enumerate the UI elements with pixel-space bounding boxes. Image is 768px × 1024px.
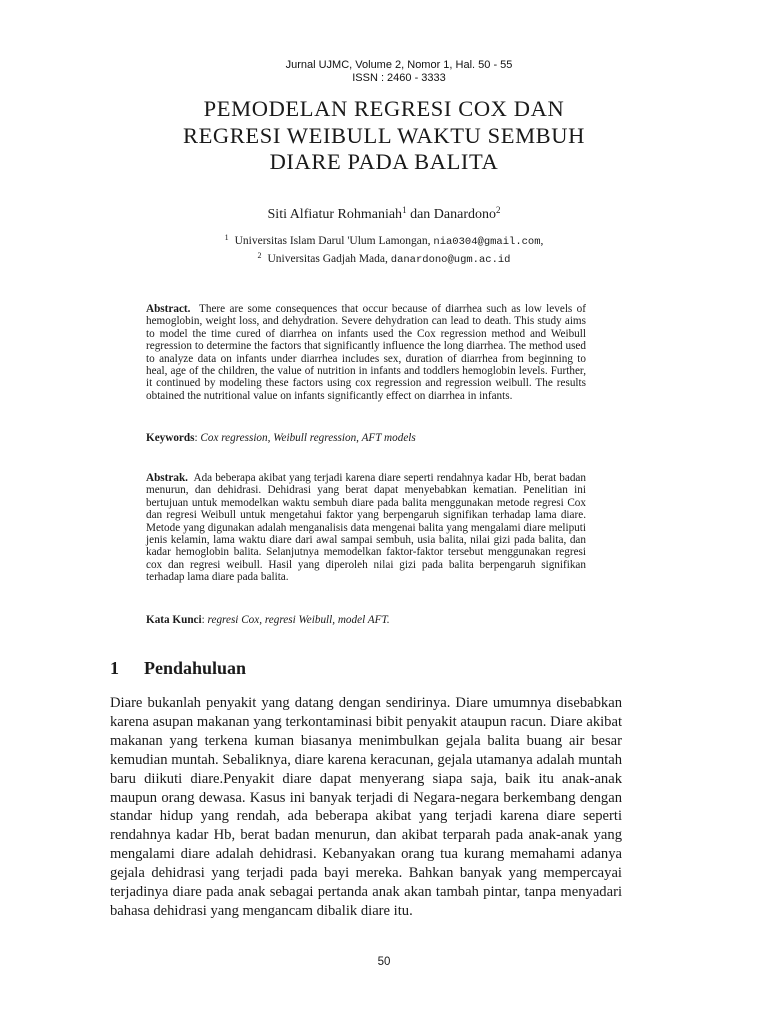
author-1: Siti Alfiatur Rohmaniah [267, 207, 403, 222]
abstract-english [146, 303, 586, 402]
abstract-indonesian [146, 472, 586, 584]
affiliation-1-suffix: , [540, 235, 544, 247]
keywords-sep: : [194, 432, 201, 444]
author-list [0, 201, 768, 224]
affiliation-2 [0, 249, 768, 267]
affiliation-2-email[interactable]: danardono@ugm.ac.id [390, 254, 511, 266]
affiliation-2-mark: 2 [257, 251, 262, 260]
author-2: Danardono [433, 207, 496, 222]
kata-kunci-label: Kata Kunci [146, 614, 202, 626]
paper-title [90, 96, 678, 176]
affiliation-2-text: Universitas Gadjah Mada, [267, 253, 391, 265]
kata-kunci-text: regresi Cox, regresi Weibull, model AFT. [207, 614, 390, 626]
title-line-2: REGRESI WEIBULL WAKTU SEMBUH [182, 122, 585, 148]
abstract-text: There are some consequences that occur because of diarrhea such as low levels of hemoglobin, weight loss, and dehydration. Severe dehydration can lead to death. This study aims to model the time cured of diarrhea on infants used the Cox regression method and Weibull regression to determine the factors that significantly influence the long diarrhea. The method used to analyze data on infants under diarrhea includes sex, duration of diarrhea from beginning to heal, age of the children, the value of nutrition in infants and toddlers hemoglobin levels. Further, it continued by modeling these factors using cox regression and regression weibull. The results obtained the nutritional value on infants significantly effect on diarrhea in infants. [146, 303, 586, 402]
kata-kunci-sep: : [201, 614, 208, 626]
section-heading [110, 657, 630, 679]
page-number: 50 [377, 956, 391, 968]
section-number: 1 [110, 658, 119, 678]
keywords-text: Cox regression, Weibull regression, AFT models [200, 432, 416, 444]
affiliation-1-text: Universitas Islam Darul 'Ulum Lamongan, [234, 235, 434, 247]
affiliation-1 [0, 231, 768, 249]
issn: ISSN : 2460 - 3333 [352, 72, 446, 84]
section-title: Pendahuluan [144, 658, 247, 678]
affiliations [0, 231, 768, 267]
title-line-3: DIARE PADA BALITA [269, 149, 499, 174]
affiliation-1-mark: 1 [224, 233, 229, 242]
title-line-1: PEMODELAN REGRESI COX DAN [203, 96, 565, 121]
keywords-english [146, 432, 616, 445]
body-text [110, 694, 622, 921]
journal-citation: Jurnal UJMC, Volume 2, Nomor 1, Hal. 50 - 55 [285, 59, 513, 71]
keywords-label: Keywords [146, 432, 195, 444]
keywords-indonesian [146, 614, 616, 627]
abstrak-text: Ada beberapa akibat yang terjadi karena diare seperti rendahnya kadar Hb, berat badan menurun, dan dehidrasi. Dehidrasi yang berat dapat menyebabkan kematian. Penelitian ini bertujuan untuk memodelkan waktu sembuh diare pada balita menggunakan metode regresi Cox dan regresi Weibull untuk mengetahui faktor yang berpengaruh signifikan terhadap lama diare. Metode yang digunakan adalah menganalisis data mengenai balita yang mengalami diare meliputi jenis kelamin, lama waktu diare dari awal sampai sembuh, usia balita, nilai gizi pada balita, dan kadar hemoglobin balita. Selanjutnya memodelkan faktor-faktor tersebut menggunakan regresi cox dan regresi weibull. Hasil yang diperoleh nilai gizi pada balita berpengaruh signifikan terhadap lama diare pada balita. [146, 472, 586, 584]
author-2-mark: 2 [495, 205, 501, 215]
affiliation-1-email[interactable]: nia0304@gmail.com [433, 236, 541, 248]
author-connector: dan [410, 207, 431, 222]
abstract-label: Abstract. [146, 303, 191, 315]
author-1-mark: 1 [402, 205, 407, 215]
body-paragraph: Diare bukanlah penyakit yang datang dengan sendirinya. Diare umumnya disebabkan karena asupan makanan yang terkontaminasi bibit penyakit ataupun racun. Diare akibat makanan yang terkena kuman biasanya menimbulkan gejala balita buang air besar kemudian muntah. Sebaliknya, diare karena keracunan, gejala utamanya adalah muntah baru diikuti diare.Penyakit diare dapat menyerang siapa saja, baik itu anak-anak maupun orang dewasa. Kasus ini banyak terjadi di Negara-negara berkembang dengan standar hidup yang rendah, ada beberapa akibat yang terjadi karena diare seperti rendahnya kadar Hb, berat badan menurun, dan akibat terparah pada anak-anak yang mengalami diare adalah dehidrasi. Kebanyakan orang tua kurang memahami adanya gejala dehidrasi yang terjadi pada bayi mereka. Bahkan banyak yang mempercayai terjadinya diare pada anak sebagai pertanda anak akan tambah pintar, tanpa menyadari bahasa dehidrasi yang mengancam dibalik diare itu. [110, 695, 622, 919]
abstrak-label: Abstrak. [146, 472, 188, 484]
journal-header [0, 59, 768, 85]
